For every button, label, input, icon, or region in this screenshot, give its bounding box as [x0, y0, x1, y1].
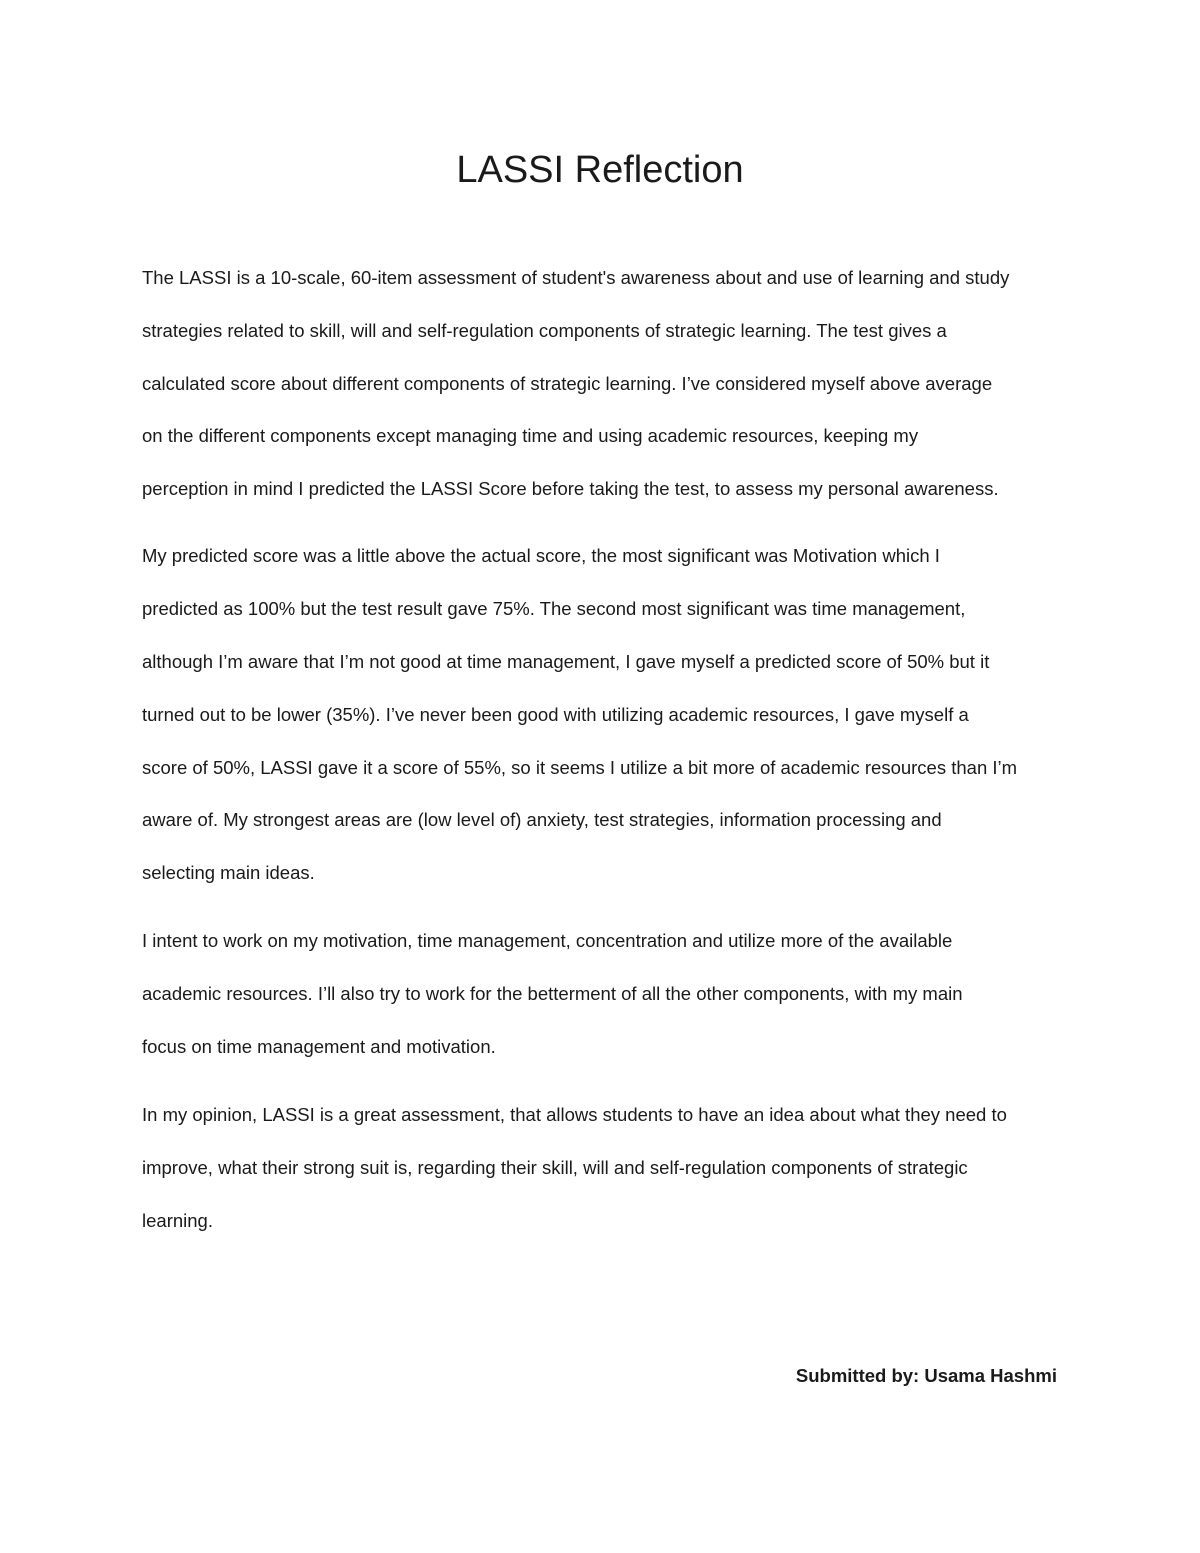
paragraph-3-line-3: focus on time management and motivation.: [142, 1036, 496, 1057]
paragraph-2-line-1: My predicted score was a little above the actual score, the most significant was Motivation which I: [142, 545, 940, 566]
paragraph-1-line-3: calculated score about different components of strategic learning. I’ve considered myself above average: [142, 373, 993, 394]
paragraph-1-line-2: strategies related to skill, will and self-regulation components of strategic learning. The test gives a: [142, 320, 947, 341]
paragraph-1-line-1: The LASSI is a 10-scale, 60-item assessment of student's awareness about and use of learning and study: [142, 267, 1010, 288]
paragraph-2-line-4: turned out to be lower (35%). I’ve never been good with utilizing academic resources, I gave myself a: [142, 704, 969, 725]
paragraph-2-line-3: although I’m aware that I’m not good at time management, I gave myself a predicted score of 50% but it: [142, 651, 990, 672]
paragraph-2-line-6: aware of. My strongest areas are (low level of) anxiety, test strategies, information processing and: [142, 809, 942, 830]
paragraph-1-line-5: perception in mind I predicted the LASSI Score before taking the test, to assess my personal awareness.: [142, 478, 999, 499]
document-title: LASSI Reflection: [456, 149, 744, 191]
paragraph-3-line-2: academic resources. I’ll also try to work for the betterment of all the other components, with my main: [142, 983, 963, 1004]
paragraph-2-line-2: predicted as 100% but the test result gave 75%. The second most significant was time management,: [142, 598, 966, 619]
paragraph-2-line-7: selecting main ideas.: [142, 862, 315, 883]
paragraph-3-line-1: I intent to work on my motivation, time management, concentration and utilize more of the available: [142, 930, 953, 951]
paragraph-4-line-3: learning.: [142, 1210, 213, 1231]
signature: Submitted by: Usama Hashmi: [795, 1364, 1057, 1386]
paragraph-4-line-2: improve, what their strong suit is, regarding their skill, will and self-regulation components of strategic: [142, 1157, 968, 1178]
paragraph-4-line-1: In my opinion, LASSI is a great assessment, that allows students to have an idea about what they need to: [142, 1104, 1007, 1125]
paragraph-2-line-5: score of 50%, LASSI gave it a score of 55%, so it seems I utilize a bit more of academic resources than I’m: [142, 757, 1018, 778]
paragraph-1-line-4: on the different components except managing time and using academic resources, keeping my: [142, 425, 919, 446]
